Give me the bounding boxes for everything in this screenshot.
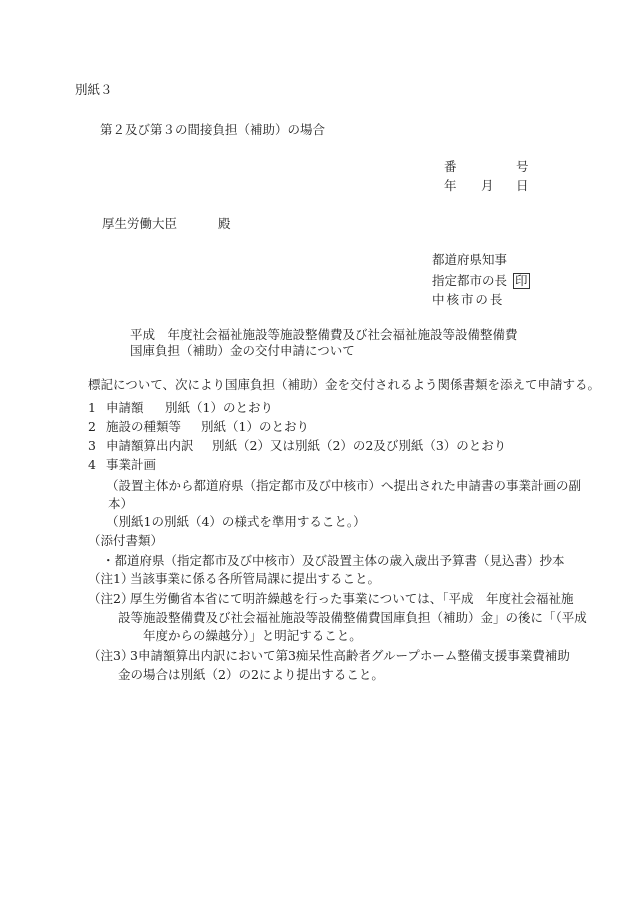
document-title-line1: 平成 年度社会福祉施設等施設整備費及び社会福祉施設等設備整備費 bbox=[130, 327, 518, 342]
item4-note-line: 本） bbox=[108, 496, 134, 511]
item-value: 別紙（2）又は別紙（2）の2及び別紙（3）のとおり bbox=[212, 438, 507, 453]
note-2-label: （注2） bbox=[88, 591, 134, 606]
attachments-heading: （添付書類） bbox=[88, 533, 164, 548]
item-label: 申請額算出内訳 bbox=[106, 438, 194, 453]
date-year: 年 bbox=[444, 178, 457, 193]
item-value: 別紙（1）のとおり bbox=[165, 400, 273, 415]
item-label: 申請額 bbox=[106, 400, 144, 415]
sender-governor: 都道府県知事 bbox=[432, 252, 508, 267]
note-3-text: 金の場合は別紙（2）の2により提出すること。 bbox=[118, 667, 384, 682]
attachment-label: 別紙３ bbox=[75, 82, 113, 97]
date-month: 月 bbox=[481, 178, 494, 193]
intro-text: 標記について、次により国庫負担（補助）金を交付されるよう関係書類を添えて申請する。 bbox=[88, 377, 601, 392]
number-go: 号 bbox=[516, 159, 529, 174]
item-number: 2 bbox=[88, 419, 96, 434]
sender-core-city: 中 核 市 の 長 bbox=[432, 292, 502, 307]
note-1-text: 当該事業に係る各所管局課に提出すること。 bbox=[130, 571, 381, 586]
addressee-honorific: 殿 bbox=[218, 216, 231, 231]
item-number: 4 bbox=[88, 457, 96, 472]
note-2-text: 厚生労働省本省にて明許繰越を行った事業については、「平成 年度社会福祉施 bbox=[130, 591, 574, 606]
note-3-text: 3申請額算出内訳において第3痴呆性高齢者グループホーム整備支援事業費補助 bbox=[130, 648, 570, 663]
document-title-line2: 国庫負担（補助）金の交付申請について bbox=[130, 343, 355, 358]
item4-note-line: （別紙1の別紙（4）の様式を準用すること。） bbox=[106, 514, 366, 529]
sender-designated-city: 指定都市の長 bbox=[432, 273, 508, 288]
item-label: 事業計画 bbox=[106, 457, 157, 472]
date-day: 日 bbox=[516, 178, 529, 193]
note-2-text: 設等施設整備費及び社会福祉施設等設備整備費国庫負担（補助）金」の後に「（平成 bbox=[118, 610, 587, 625]
subtitle: 第２及び第３の間接負担（補助）の場合 bbox=[100, 122, 326, 137]
item-number: 1 bbox=[88, 400, 96, 415]
note-3-label: （注3） bbox=[88, 648, 134, 663]
seal-text: 印 bbox=[515, 273, 528, 288]
item-label: 施設の種類等 bbox=[106, 419, 182, 434]
item-value: 別紙（1）のとおり bbox=[201, 419, 309, 434]
addressee-name: 厚生労働大臣 bbox=[102, 216, 178, 231]
item-number: 3 bbox=[88, 438, 96, 453]
number-ban: 番 bbox=[444, 159, 457, 174]
attachment-item: ・都道府県（指定都市及び中核市）及び設置主体の歳入歳出予算書（見込書）抄本 bbox=[102, 553, 565, 568]
note-2-text: 年度からの繰越分）」と明記すること。 bbox=[143, 628, 362, 643]
item4-note-line: （設置主体から都道府県（指定都市及び中核市）へ提出された申請書の事業計画の副 bbox=[106, 478, 582, 493]
seal-mark bbox=[513, 273, 530, 289]
note-1-label: （注1） bbox=[88, 571, 134, 586]
